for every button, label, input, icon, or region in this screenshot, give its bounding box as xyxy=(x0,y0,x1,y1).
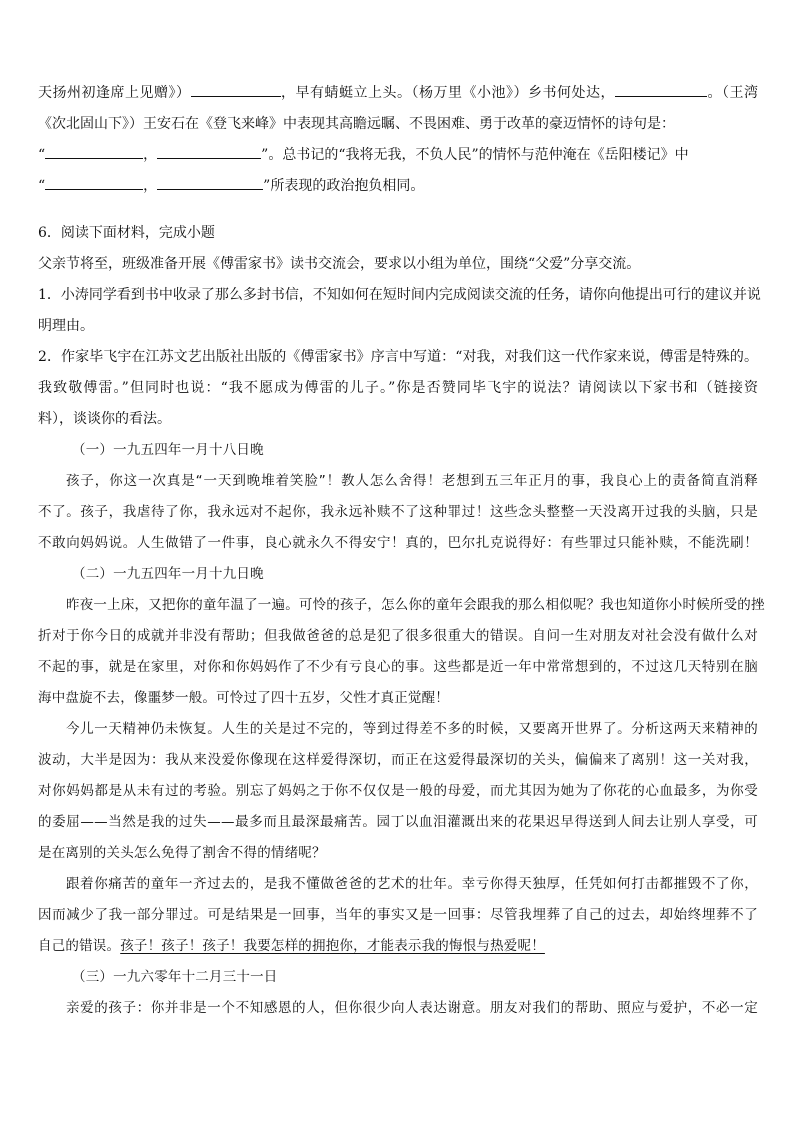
subquestion-1-line-1: 1．小涛同学看到书中收录了那么多封书信，不知如何在短时间内完成阅读交流的任务，请你向他提出可行的建议并说 xyxy=(38,287,761,303)
text-fragment: 。（王湾 xyxy=(707,85,758,101)
poetry-line-3 xyxy=(38,140,758,171)
answer-blank xyxy=(615,81,707,97)
letter-3-line: 亲爱的孩子：你并非是一个不知感恩的人，但你很少向人表达谢意。朋友对我们的帮助、照应与爱护，不必一定 xyxy=(66,1000,758,1016)
letter-2-line xyxy=(38,931,758,962)
answer-blank xyxy=(157,143,261,159)
letter-2-line: 不起的事，就是在家里，对你和你妈妈作了不少有亏良心的事。这些都是近一年中常常想到的，不过这几天特别在脑 xyxy=(38,659,758,675)
subquestion-2-line-3: 料），谈谈你的看法。 xyxy=(38,411,171,427)
subquestion-2-line-2: 我致敬傅雷。”但同时也说：“我不愿成为傅雷的儿子。”你是否赞同毕飞宇的说法？请阅读以下家书和（链接资 xyxy=(38,380,758,396)
letter-2-line: 海中盘旋不去，像噩梦一般。可怜过了四十五岁，父性才真正觉醒！ xyxy=(38,690,449,706)
text-fragment: “ xyxy=(38,147,46,163)
poetry-line-4 xyxy=(38,171,758,202)
answer-blank xyxy=(45,174,143,190)
text-fragment: ，早有蜻蜓立上头。（杨万里《小池》）乡书何处达， xyxy=(280,85,615,101)
letter-2-line: 是在离别的关头怎么免得了割舍不得的情绪呢？ xyxy=(38,845,326,861)
poetry-line-2: 《次北固山下》）王安石在《登飞来峰》中表现其高瞻远瞩、不畏困难、勇于改革的豪迈情怀的诗句是： xyxy=(38,116,675,132)
letter-2-line: 的委屈——当然是我的过失——最多而且最深最痛苦。园丁以血泪灌溉出来的花果迟早得送到人间去让别人享受，可 xyxy=(38,814,758,830)
letter-2-line: 跟着你痛苦的童年一齐过去的，是我不懂做爸爸的艺术的壮年。幸亏你得天独厚，任凭如何打击都摧毁不了你， xyxy=(66,876,758,892)
text-fragment: ”所表现的政治抱负相同。 xyxy=(263,178,425,194)
text-fragment: 自己的错误。 xyxy=(38,938,121,954)
answer-blank xyxy=(191,81,281,97)
letter-1-line: 不敢向妈妈说。人生做错了一件事，良心就永久不得安宁！真的，巴尔扎克说得好：有些罪过只能补赎，不能洗刷！ xyxy=(38,535,758,551)
underlined-sentence: 孩子！孩子！孩子！我要怎样的拥抱你，才能表示我的悔恨与热爱呢！ xyxy=(120,938,545,954)
text-fragment: “ xyxy=(38,178,46,194)
text-fragment: 天扬州初逢席上见赠》） xyxy=(38,85,191,101)
letter-2-line: 因而减少了我一部分罪过。可是结果是一回事，当年的事实又是一回事：尽管我埋葬了自己的过去，却始终埋葬不了 xyxy=(38,907,758,923)
poetry-line-1 xyxy=(38,78,758,109)
subquestion-1-line-2: 明理由。 xyxy=(38,318,94,334)
subquestion-2-line-1: 2．作家毕飞宇在江苏文艺出版社出版的《傅雷家书》序言中写道：“对我，对我们这一代作家来说，傅雷是特殊的。 xyxy=(38,349,758,365)
letter-2-heading: （二）一九五四年一月十九日晚 xyxy=(72,566,264,582)
letter-1-line: 孩子，你这一次真是“一天到晚堆着笑脸”！教人怎么舍得！老想到五三年正月的事，我良心上的责备简直消释 xyxy=(66,473,758,489)
letters-excerpt xyxy=(38,435,765,1024)
letter-2-line: 折对于你今日的成就并非没有帮助；但我做爸爸的总是犯了很多很重大的错误。自问一生对朋友对社会没有做什么对 xyxy=(38,628,758,644)
letter-2-line: 昨夜一上床，又把你的童年温了一遍。可怜的孩子，怎么你的童年会跟我的那么相似呢？我也知道你小时候所受的挫 xyxy=(66,597,765,613)
answer-blank xyxy=(157,174,263,190)
letter-2-line: 波动，大半是因为：我从来没爱你像现在这样爱得深切，而正在这爱得最深切的关头，偏偏来了离别！这一关对我， xyxy=(38,752,758,768)
text-fragment: ， xyxy=(143,147,158,163)
letter-1-line: 不了。孩子，我虐待了你，我永远对不起你，我永远补赎不了这种罪过！这些念头整整一天没离开过我的头脑，只是 xyxy=(38,504,758,520)
letter-3-heading: （三）一九六零年十二月三十一日 xyxy=(72,969,278,985)
letter-2-line: 对你妈妈都是从未有过的考验。别忘了妈妈之于你不仅仅是一般的母爱，而尤其因为她为了你花的心血最多，为你受 xyxy=(38,783,758,799)
letter-1-heading: （一）一九五四年一月十八日晚 xyxy=(72,442,264,458)
question-6-intro: 父亲节将至，班级准备开展《傅雷家书》读书交流会，要求以小组为单位，围绕“父爱”分享交流。 xyxy=(38,256,641,272)
section-gap xyxy=(38,202,758,218)
text-fragment: ， xyxy=(143,178,158,194)
letter-2-line: 今儿一天精神仍未恢复。人生的关是过不完的，等到过得差不多的时候，又要离开世界了。分析这两天来精神的 xyxy=(66,721,758,737)
text-fragment: ”。总书记的“我将无我，不负人民”的情怀与范仲淹在《岳阳楼记》中 xyxy=(261,147,689,163)
question-6-title: 6．阅读下面材料，完成小题 xyxy=(38,225,215,241)
answer-blank xyxy=(45,143,143,159)
